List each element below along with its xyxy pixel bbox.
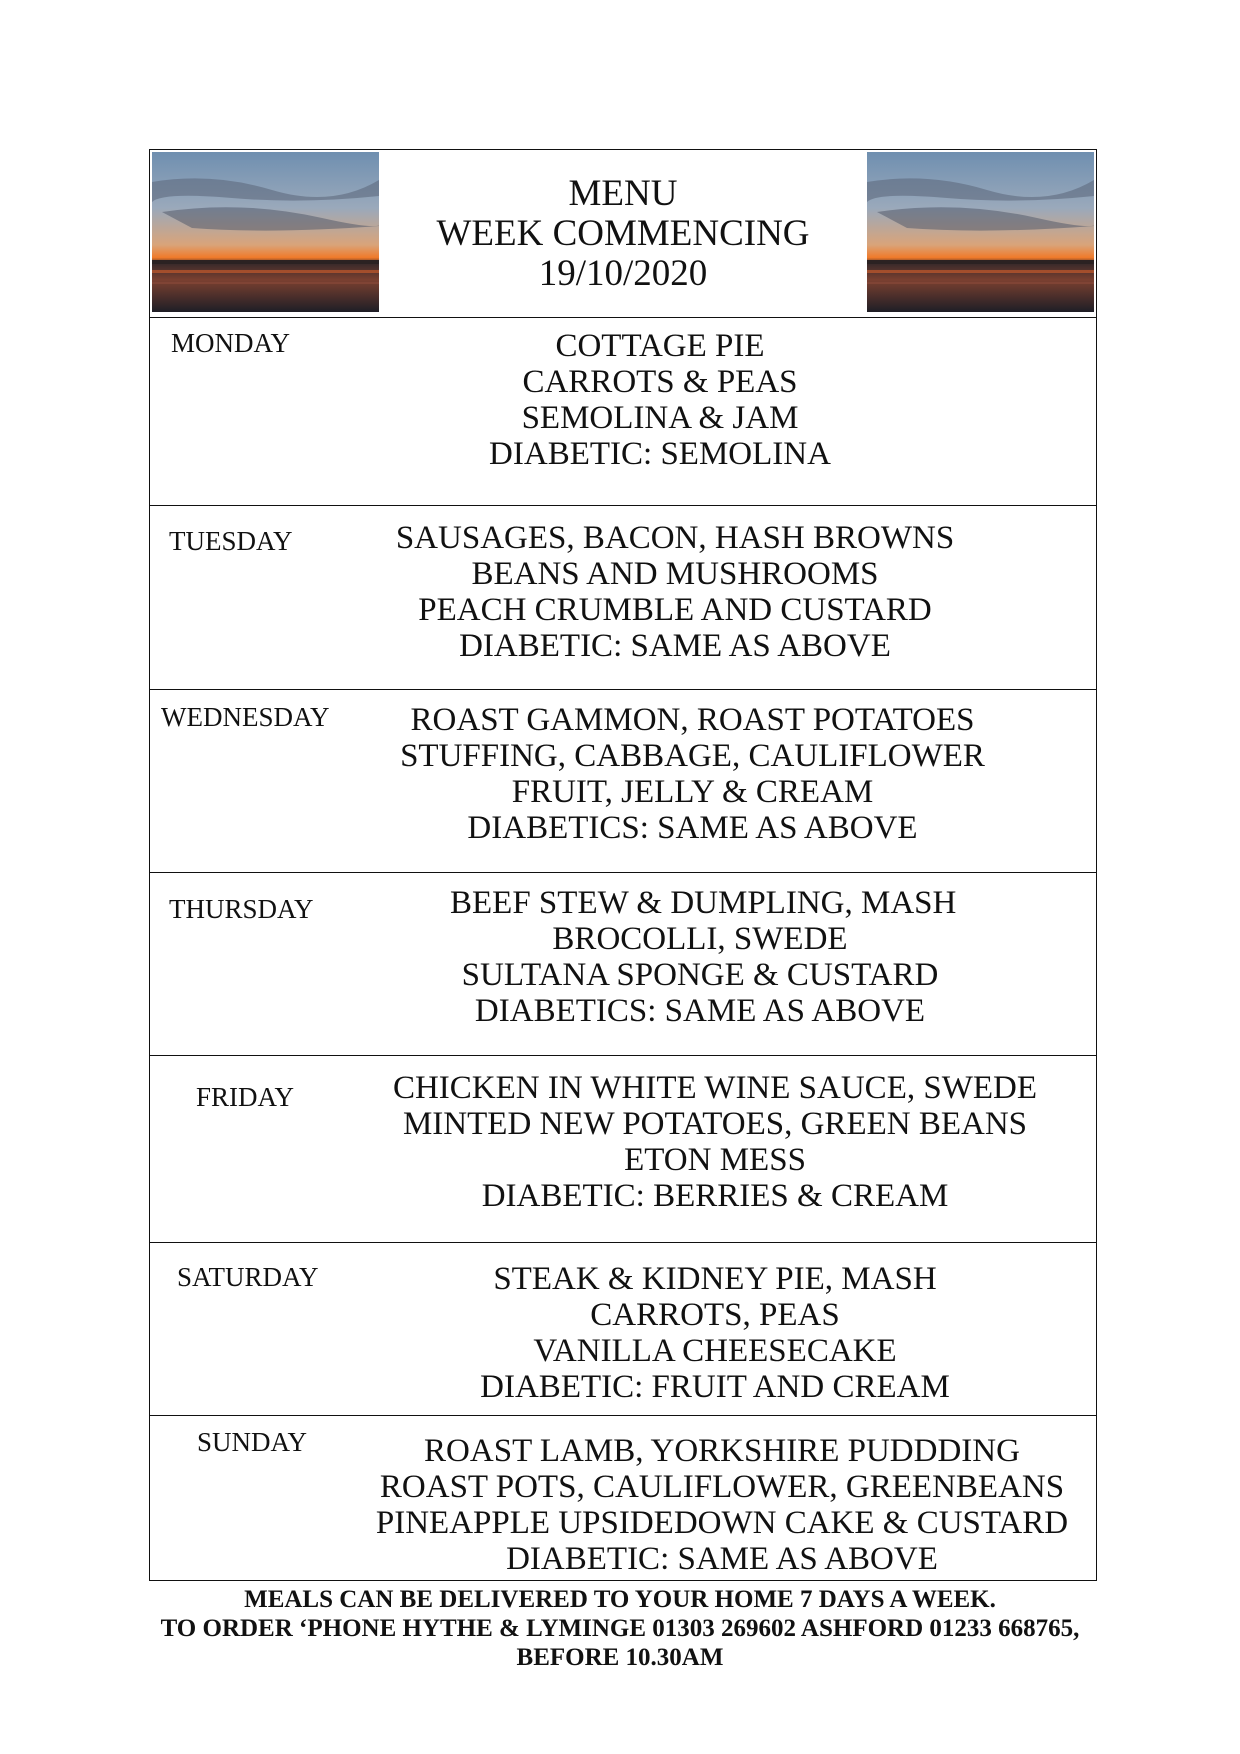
dish-line: DIABETIC: SEMOLINA xyxy=(489,436,831,472)
day-label: MONDAY xyxy=(171,328,291,358)
menu-title xyxy=(390,174,856,294)
dish-line: FRUIT, JELLY & CREAM xyxy=(511,774,874,810)
day-row-thursday xyxy=(150,873,1096,1056)
menu-title-line: MENU xyxy=(568,173,678,214)
menu-header xyxy=(150,150,1096,318)
dish-line: ROAST LAMB, YORKSHIRE PUDDDING xyxy=(424,1433,1020,1469)
dish-line: PINEAPPLE UPSIDEDOWN CAKE & CUSTARD xyxy=(375,1505,1069,1541)
dish-list xyxy=(372,1433,1072,1577)
week-commencing-label: WEEK COMMENCING xyxy=(436,213,810,254)
day-row-tuesday xyxy=(150,506,1096,690)
week-date: 19/10/2020 xyxy=(538,253,708,294)
day-label: TUESDAY xyxy=(169,526,293,556)
day-label: SATURDAY xyxy=(177,1262,319,1292)
dish-line: DIABETICS: SAME AS ABOVE xyxy=(474,993,926,1029)
dish-line: BEANS AND MUSHROOMS xyxy=(471,556,879,592)
day-row-monday xyxy=(150,318,1096,506)
dish-list xyxy=(370,1070,1060,1214)
dish-line: PEACH CRUMBLE AND CUSTARD xyxy=(418,592,932,628)
dish-list xyxy=(400,702,985,846)
dish-line: ETON MESS xyxy=(624,1142,806,1178)
dish-line: CHICKEN IN WHITE WINE SAUCE, SWEDE xyxy=(392,1070,1038,1106)
dish-list xyxy=(450,885,957,1029)
sunset-photo-left xyxy=(152,152,379,312)
day-row-friday xyxy=(150,1056,1096,1243)
day-row-saturday xyxy=(150,1243,1096,1416)
dish-line: VANILLA CHEESECAKE xyxy=(533,1333,897,1369)
dish-line: DIABETIC: FRUIT AND CREAM xyxy=(480,1369,950,1405)
dish-list xyxy=(410,328,910,472)
day-row-sunday xyxy=(150,1416,1096,1579)
dish-line: BROCOLLI, SWEDE xyxy=(552,921,848,957)
menu-table xyxy=(149,149,1097,1581)
dish-line: SAUSAGES, BACON, HASH BROWNS xyxy=(395,520,955,556)
dish-list xyxy=(460,1261,970,1405)
dish-line: ROAST GAMMON, ROAST POTATOES xyxy=(410,702,975,738)
day-label: SUNDAY xyxy=(197,1427,308,1457)
sunset-photo-right xyxy=(867,152,1094,312)
day-label: FRIDAY xyxy=(196,1082,295,1112)
dish-line: DIABETICS: SAME AS ABOVE xyxy=(467,810,918,846)
dish-line: ROAST POTS, CAULIFLOWER, GREENBEANS xyxy=(379,1469,1065,1505)
dish-line: CARROTS, PEAS xyxy=(590,1297,840,1333)
dish-line: MINTED NEW POTATOES, GREEN BEANS xyxy=(402,1106,1028,1142)
dish-line: COTTAGE PIE xyxy=(555,328,765,364)
dish-line: STUFFING, CABBAGE, CAULIFLOWER xyxy=(400,738,985,774)
day-label: THURSDAY xyxy=(169,894,314,924)
footer-line: MEALS CAN BE DELIVERED TO YOUR HOME 7 DAYS A WEEK. xyxy=(244,1586,996,1613)
dish-line: DIABETIC: BERRIES & CREAM xyxy=(481,1178,949,1214)
footer-line: BEFORE 10.30AM xyxy=(516,1644,724,1671)
dish-line: CARROTS & PEAS xyxy=(522,364,798,400)
day-row-wednesday xyxy=(150,690,1096,873)
dish-list xyxy=(390,520,960,664)
footer-line: TO ORDER ‘PHONE HYTHE & LYMINGE 01303 269602 ASHFORD 01233 668765, xyxy=(160,1615,1080,1642)
day-label: WEDNESDAY xyxy=(161,702,330,732)
delivery-footer xyxy=(0,1585,1240,1672)
dish-line: STEAK & KIDNEY PIE, MASH xyxy=(493,1261,937,1297)
dish-line: SEMOLINA & JAM xyxy=(521,400,799,436)
dish-line: BEEF STEW & DUMPLING, MASH xyxy=(450,885,957,921)
dish-line: DIABETIC: SAME AS ABOVE xyxy=(506,1541,938,1577)
dish-line: SULTANA SPONGE & CUSTARD xyxy=(461,957,939,993)
dish-line: DIABETIC: SAME AS ABOVE xyxy=(459,628,891,664)
